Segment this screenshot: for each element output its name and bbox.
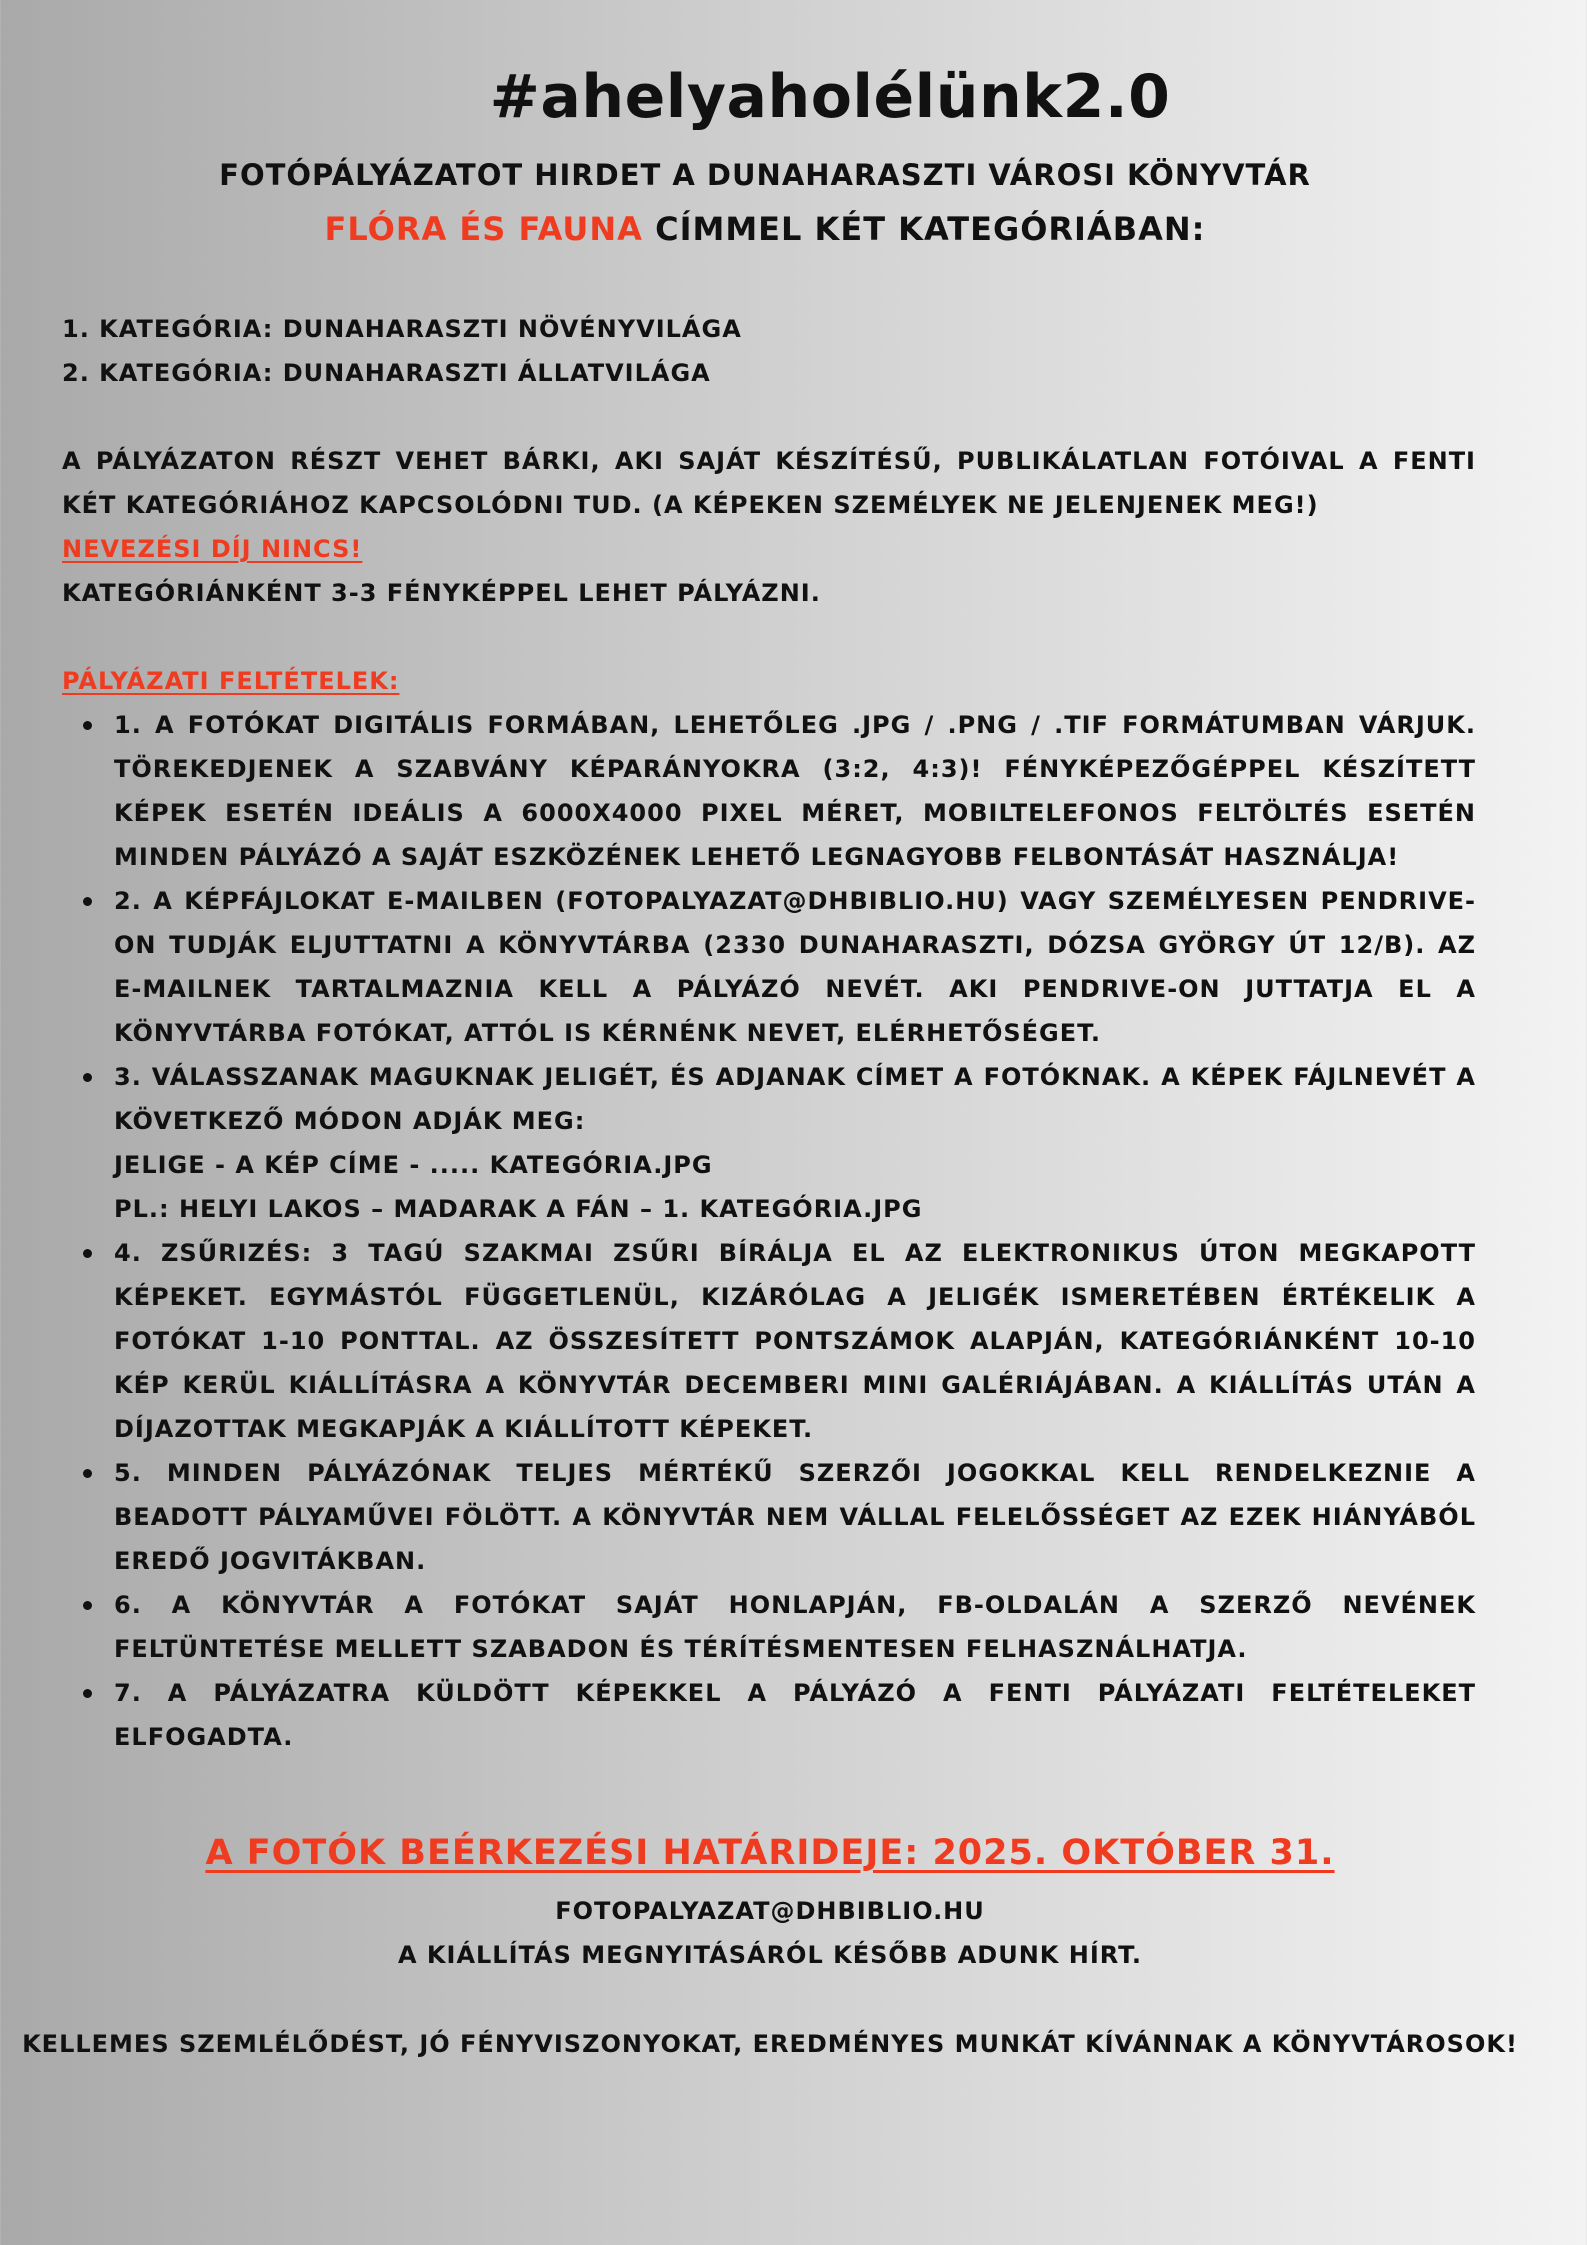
condition-item: 7. A PÁLYÁZATRA KÜLDÖTT KÉPEKKEL A PÁLYÁZÓ A FENTI PÁLYÁZATI FELTÉTELEKET ELFOGADTA. <box>114 1671 1476 1759</box>
condition-item: 4. ZSŰRIZÉS: 3 TAGÚ SZAKMAI ZSŰRI BÍRÁLJA EL AZ ELEKTRONIKUS ÚTON MEGKAPOTT KÉPEKET. EGYMÁSTÓL FÜGGETLENÜL, KIZÁRÓLAG A JELIGÉK ISMERETÉBEN ÉRTÉKELIK A FOTÓKAT 1-10 PONTTAL. AZ ÖSSZESÍTETT PONTSZÁMOK ALAPJÁN, KATEGÓRIÁNKÉNT 10-10 KÉP KERÜL KIÁLLÍTÁSRA A KÖNYVTÁR DECEMBERI MINI GALÉRIÁJÁBAN. A KIÁLLÍTÁS UTÁN A DÍJAZOTTAK MEGKAPJÁK A KIÁLLÍTOTT KÉPEKET. <box>114 1231 1476 1451</box>
subtitle-announcement: FOTÓPÁLYÁZATOT HIRDET A DUNAHARASZTI VÁROSI KÖNYVTÁR <box>219 158 1311 192</box>
closing-message: KELLEMES SZEMLÉLŐDÉST, JÓ FÉNYVISZONYOKAT, EREDMÉNYES MUNKÁT KÍVÁNNAK A KÖNYVTÁROSOK! <box>22 2030 1518 2058</box>
exhibition-note: A KIÁLLÍTÁS MEGNYITÁSÁRÓL KÉSŐBB ADUNK HÍRT. <box>397 1941 1143 1969</box>
category-item: 2. KATEGÓRIA: DUNAHARASZTI ÁLLATVILÁGA <box>62 359 711 387</box>
condition-item: 5. MINDEN PÁLYÁZÓNAK TELJES MÉRTÉKŰ SZERZŐI JOGOKKAL KELL RENDELKEZNIE A BEADOTT PÁLYAMŰVEI FÖLÖTT. A KÖNYVTÁR NEM VÁLLAL FELELŐSSÉGET AZ EZEK HIÁNYÁBÓL EREDŐ JOGVITÁKBAN. <box>114 1451 1476 1583</box>
condition-item: 3. VÁLASSZANAK MAGUKNAK JELIGÉT, ÉS ADJANAK CÍMET A FOTÓKNAK. A KÉPEK FÁJLNEVÉT A KÖVETKEZŐ MÓDON ADJÁK MEG: JELIGE - A KÉP CÍME - ..... KATEGÓRIA.JPG PL.: HELYI LAKOS – MADARAK A FÁN – 1. KATEGÓRIA.JPG <box>114 1055 1476 1231</box>
main-content <box>62 307 1476 1759</box>
category-item: 1. KATEGÓRIA: DUNAHARASZTI NÖVÉNYVILÁGA <box>62 315 742 343</box>
filename-format: JELIGE - A KÉP CÍME - ..... KATEGÓRIA.JPG <box>114 1151 713 1179</box>
condition-item: 6. A KÖNYVTÁR A FOTÓKAT SAJÁT HONLAPJÁN, FB-OLDALÁN A SZERZŐ NEVÉNEK FELTÜNTETÉSE MELLETT SZABADON ÉS TÉRÍTÉSMENTESEN FELHASZNÁLHATJA. <box>114 1583 1476 1671</box>
theme-highlight: FLÓRA ÉS FAUNA <box>324 210 643 248</box>
filename-example: PL.: HELYI LAKOS – MADARAK A FÁN – 1. KATEGÓRIA.JPG <box>114 1195 923 1223</box>
no-fee-notice: NEVEZÉSI DÍJ NINCS! <box>62 535 363 563</box>
deadline-heading: A FOTÓK BEÉRKEZÉSI HATÁRIDEJE: 2025. OKTÓBER 31. <box>205 1833 1335 1873</box>
photo-count-text: KATEGÓRIÁNKÉNT 3-3 FÉNYKÉPPEL LEHET PÁLYÁZNI. <box>62 579 821 607</box>
subtitle-theme <box>0 210 1530 248</box>
eligibility-text: A PÁLYÁZATON RÉSZT VEHET BÁRKI, AKI SAJÁT KÉSZÍTÉSŰ, PUBLIKÁLATLAN FOTÓIVAL A FENTI KÉT KATEGÓRIÁHOZ KAPCSOLÓDNI TUD. (A KÉPEKEN SZEMÉLYEK NE JELENJENEK MEG!) <box>62 447 1476 519</box>
conditions-heading: PÁLYÁZATI FELTÉTELEK: <box>62 667 400 695</box>
footer-contact <box>0 1889 1540 1977</box>
conditions-list <box>62 703 1476 1759</box>
page-title: #ahelyaholélünk2.0 <box>489 62 1171 132</box>
theme-rest: CÍMMEL KÉT KATEGÓRIÁBAN: <box>642 210 1206 248</box>
condition-item: 1. A FOTÓKAT DIGITÁLIS FORMÁBAN, LEHETŐLEG .JPG / .PNG / .TIF FORMÁTUMBAN VÁRJUK. TÖREKEDJENEK A SZABVÁNY KÉPARÁNYOKRA (3:2, 4:3)! FÉNYKÉPEZŐGÉPPEL KÉSZÍTETT KÉPEK ESETÉN IDEÁLIS A 6000X4000 PIXEL MÉRET, MOBILTELEFONOS FELTÖLTÉS ESETÉN MINDEN PÁLYÁZÓ A SAJÁT ESZKÖZÉNEK LEHETŐ LEGNAGYOBB FELBONTÁSÁT HASZNÁLJA! <box>114 703 1476 879</box>
condition-item: 2. A KÉPFÁJLOKAT E-MAILBEN (FOTOPALYAZAT@DHBIBLIO.HU) VAGY SZEMÉLYESEN PENDRIVE-ON TUDJÁK ELJUTTATNI A KÖNYVTÁRBA (2330 DUNAHARASZTI, DÓZSA GYÖRGY ÚT 12/B). AZ E-MAILNEK TARTALMAZNIA KELL A PÁLYÁZÓ NEVÉT. AKI PENDRIVE-ON JUTTATJA EL A KÖNYVTÁRBA FOTÓKAT, ATTÓL IS KÉRNÉNK NEVET, ELÉRHETŐSÉGET. <box>114 879 1476 1055</box>
contact-email[interactable]: FOTOPALYAZAT@DHBIBLIO.HU <box>555 1897 985 1925</box>
